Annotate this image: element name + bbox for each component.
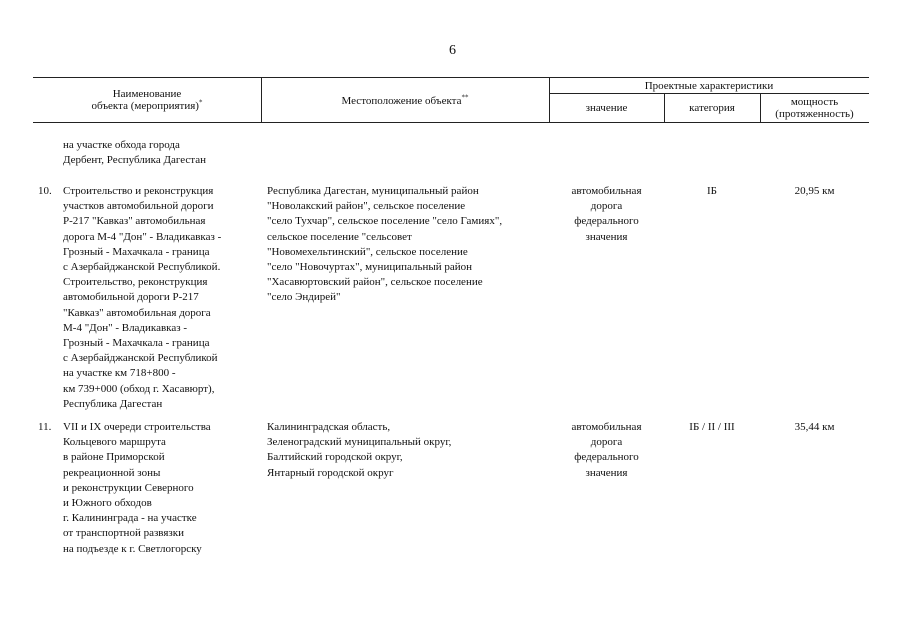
page-number: 6 <box>449 43 456 58</box>
footnote-mark-1: * <box>198 98 203 107</box>
header-object-name-line1: Наименование <box>112 88 182 100</box>
row-10-location: Республика Дагестан, муниципальный район "Новолакский район", сельское поселение "село Тухчар", сельское поселение "село Гамиях", сельское поселение "сельсовет "Новомехельтинский", сельское поселение "село "Новочуртах", муниципальный район "Хасавюртовский район", сельское поселение "село Эндирей" <box>267 185 503 304</box>
footnote-mark-2: ** <box>461 93 469 102</box>
row-10-object-name: Строительство и реконструкция участков автомобильной дороги Р-217 "Кавказ" автомобильная дорога М-4 "Дон" - Владикавказ - Грозный - Махачкала - граница с Азербайджанской Республикой. Строительство, реконструкция автомобильной дороги Р-217 "Кавказ" автомобильная дорога М-4 "Дон" - Владикавказ - Грозный - Махачкала - граница с Азербайджанской Республикой на участке км 718+800 - км 739+000 (обход г. Хасавюрт), Республика Дагестан <box>63 185 222 410</box>
header-location: Местоположение объекта** <box>341 93 469 107</box>
header-bottom-rule <box>33 122 869 123</box>
row-11-object-name: VII и IX очереди строительства Кольцевого маршрута в районе Приморской рекреационной зоны и реконструкции Северного и Южного обходов г. Калининграда - на участке от транспортной развязки на подъезде к г. Светлогорску <box>63 421 211 555</box>
row-10-capacity: 20,95 км <box>794 185 835 197</box>
continuation-object-name: на участке обхода города Дербент, Республика Дагестан <box>63 139 206 167</box>
row-11-location: Калининградская область, Зеленоградский муниципальный округ, Балтийский городской округ, Янтарный городской округ <box>267 421 452 479</box>
header-object-name <box>33 88 261 112</box>
header-top-rule <box>33 77 869 78</box>
header-capacity-line1: мощность <box>790 96 839 108</box>
header-capacity-line2: (протяженность) <box>775 108 854 120</box>
row-11-value: автомобильная дорога федерального значения <box>571 421 642 479</box>
header-value: значение <box>585 102 628 114</box>
row-10-number: 10. <box>38 185 52 197</box>
project-chars-underline <box>549 93 869 94</box>
row-11-capacity: 35,44 км <box>794 421 835 433</box>
row-11-number: 11. <box>38 421 52 433</box>
header-object-name-line2: объекта (мероприятия)* <box>91 98 203 112</box>
header-category: категория <box>689 102 735 114</box>
header-project-characteristics: Проектные характеристики <box>644 80 774 92</box>
row-11-category: IБ / II / III <box>689 421 735 433</box>
row-10-category: IБ <box>707 185 717 197</box>
header-capacity <box>760 96 869 120</box>
row-10-value: автомобильная дорога федерального значения <box>571 185 642 243</box>
